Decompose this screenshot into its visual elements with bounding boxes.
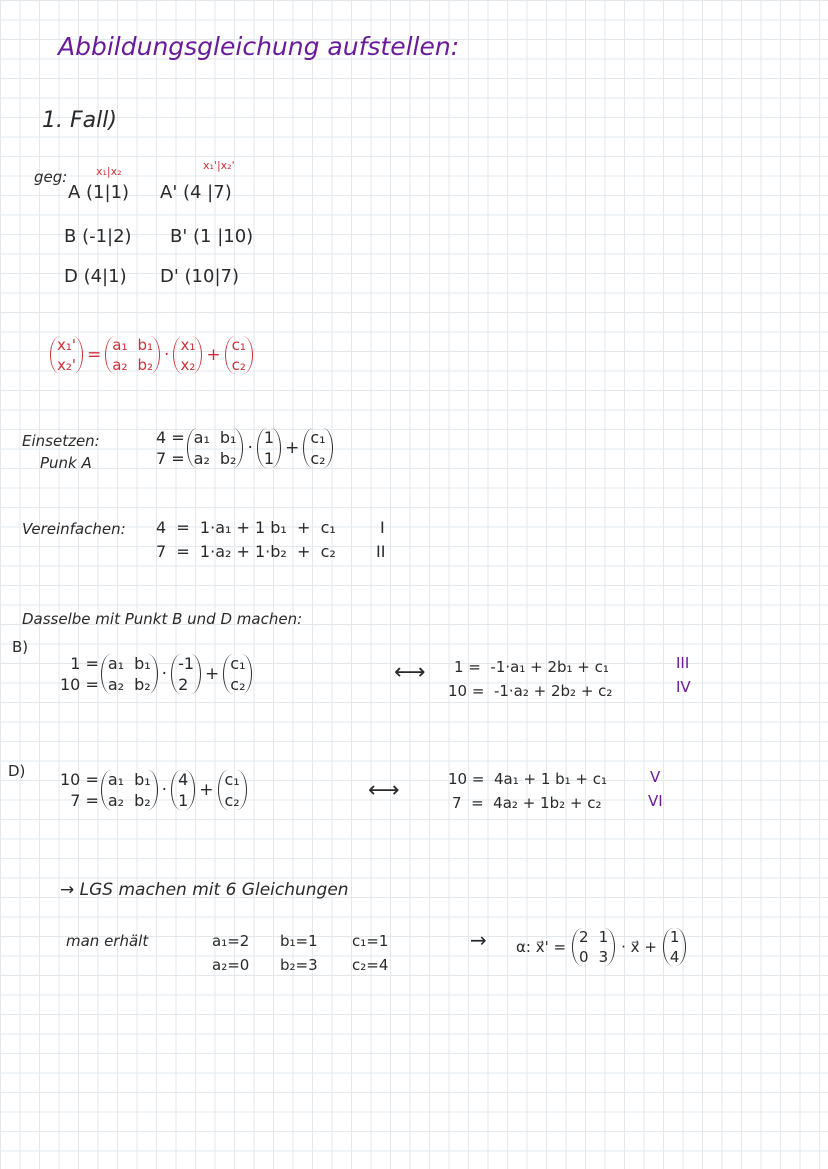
d-label: D) bbox=[8, 762, 26, 780]
d-num-2: VI bbox=[648, 792, 663, 810]
result-a1: a₁=2 bbox=[212, 932, 250, 950]
vec-v2: 2 bbox=[178, 675, 189, 694]
vec-c1: c₁ bbox=[224, 770, 240, 789]
b-label: B) bbox=[12, 638, 29, 656]
d-double-arrow: ⟷ bbox=[368, 778, 400, 803]
result-c1: c₁=1 bbox=[352, 932, 389, 950]
vec-v2: 1 bbox=[178, 791, 189, 810]
vec-x2: x₂ bbox=[180, 356, 196, 374]
final-mapping bbox=[516, 928, 686, 966]
point-a: A (1|1) bbox=[68, 182, 130, 203]
mapping-name: α: x⃗' = bbox=[516, 938, 567, 956]
vec-c2: c₂ bbox=[310, 449, 326, 468]
m-11: 2 bbox=[579, 928, 589, 946]
point-d: D (4|1) bbox=[64, 266, 127, 287]
m-b2: b₂ bbox=[137, 356, 154, 374]
m-b1: b₁ bbox=[134, 654, 151, 673]
header-image: x₁'|x₂' bbox=[203, 159, 235, 172]
result-b1: b₁=1 bbox=[280, 932, 318, 950]
vec-c1: 1 bbox=[669, 928, 680, 946]
d-eq-1: 10 = 4a₁ + 1 b₁ + c₁ bbox=[448, 770, 608, 788]
m-a1: a₁ bbox=[112, 336, 128, 354]
d-lhs-1: 10 = bbox=[60, 770, 99, 789]
b-num-1: III bbox=[676, 654, 690, 672]
vec-v1: 4 bbox=[178, 770, 189, 789]
result-c2: c₂=4 bbox=[352, 956, 389, 974]
vec-x1: x₁ bbox=[180, 336, 196, 354]
point-a-image: A' (4 |7) bbox=[160, 182, 232, 203]
m-12: 1 bbox=[598, 928, 609, 946]
insert-equation: 4 = 7 = a₁ b₁ a₂ b₂ · 1 1 + c₁ c₂ bbox=[156, 428, 333, 468]
m-a1: a₁ bbox=[107, 654, 125, 673]
m-b1: b₁ bbox=[219, 428, 237, 447]
simplify-num-1: I bbox=[380, 518, 385, 537]
d-eq-2: 7 = 4a₂ + 1b₂ + c₂ bbox=[452, 794, 602, 812]
vec-c1: c₁ bbox=[230, 654, 246, 673]
d-lhs-2: 7 = bbox=[70, 791, 99, 810]
m-a2: a₂ bbox=[193, 449, 210, 468]
m-b2: b₂ bbox=[134, 675, 151, 694]
point-d-image: D' (10|7) bbox=[160, 266, 239, 287]
vec-v1: 1 bbox=[263, 428, 275, 447]
m-b2: b₂ bbox=[219, 449, 237, 468]
vec-c1: c₁ bbox=[310, 428, 326, 447]
case-heading: 1. Fall) bbox=[42, 108, 117, 133]
vec-c1: c₁ bbox=[231, 336, 246, 354]
vec-c2: c₂ bbox=[231, 356, 246, 374]
vec-c2: 4 bbox=[669, 948, 680, 966]
header-original: x₁|x₂ bbox=[96, 165, 122, 178]
b-num-2: IV bbox=[676, 678, 691, 696]
result-label: man erhält bbox=[66, 932, 149, 950]
vec-v1: -1 bbox=[178, 654, 195, 673]
point-b-image: B' (1 |10) bbox=[170, 226, 254, 247]
result-a2: a₂=0 bbox=[212, 956, 250, 974]
simplify-num-2: II bbox=[376, 542, 386, 561]
insert-lhs-1: 4 = bbox=[156, 428, 185, 447]
lhs-x1-prime: x₁' bbox=[57, 336, 77, 354]
b-eq-2: 10 = -1·a₂ + 2b₂ + c₂ bbox=[448, 682, 613, 700]
b-lhs-2: 10 = bbox=[60, 675, 99, 694]
mapping-x: · x⃗ + bbox=[621, 938, 657, 956]
simplify-eq-2: 7 = 1·a₂ + 1·b₂ + c₂ bbox=[156, 542, 336, 561]
insert-lhs-2: 7 = bbox=[156, 449, 185, 468]
insert-sublabel: Punk A bbox=[40, 454, 92, 472]
m-22: 3 bbox=[598, 948, 609, 966]
b-eq-1: 1 = -1·a₁ + 2b₁ + c₁ bbox=[454, 658, 609, 676]
b-lhs-1: 1 = bbox=[70, 654, 99, 673]
m-a2: a₂ bbox=[107, 791, 125, 810]
b-equation: 1 = 10 = a₁ b₁ a₂ b₂ · -1 2 + c₁ c₂ bbox=[60, 654, 252, 694]
lhs-x2-prime: x₂' bbox=[57, 356, 77, 374]
d-equation: 10 = 7 = a₁ b₁ a₂ b₂ · 4 1 + c₁ c₂ bbox=[60, 770, 247, 810]
general-equation: x₁' x₂' = a₁ b₁ a₂ b₂ · x₁ x₂ + c₁ c₂ bbox=[50, 336, 253, 374]
lgs-line: → LGS machen mit 6 Gleichungen bbox=[60, 880, 349, 900]
b-double-arrow: ⟷ bbox=[394, 660, 426, 685]
m-a2: a₂ bbox=[112, 356, 128, 374]
simplify-label: Vereinfachen: bbox=[22, 520, 126, 538]
simplify-eq-1: 4 = 1·a₁ + 1 b₁ + c₁ bbox=[156, 518, 336, 537]
given-label: geg: bbox=[34, 168, 68, 186]
same-heading: Dasselbe mit Punkt B und D machen: bbox=[22, 610, 303, 628]
m-b1: b₁ bbox=[137, 336, 154, 354]
insert-label: Einsetzen: bbox=[22, 432, 100, 450]
m-b1: b₁ bbox=[134, 770, 151, 789]
result-b2: b₂=3 bbox=[280, 956, 318, 974]
m-a1: a₁ bbox=[193, 428, 210, 447]
vec-c2: c₂ bbox=[230, 675, 246, 694]
m-b2: b₂ bbox=[134, 791, 151, 810]
d-num-1: V bbox=[650, 768, 661, 786]
vec-v2: 1 bbox=[263, 449, 275, 468]
m-a1: a₁ bbox=[107, 770, 125, 789]
m-a2: a₂ bbox=[107, 675, 125, 694]
vec-c2: c₂ bbox=[224, 791, 240, 810]
result-arrow: → bbox=[470, 928, 487, 952]
page-title: Abbildungsgleichung aufstellen: bbox=[58, 32, 460, 61]
point-b: B (-1|2) bbox=[64, 226, 132, 247]
m-21: 0 bbox=[579, 948, 589, 966]
